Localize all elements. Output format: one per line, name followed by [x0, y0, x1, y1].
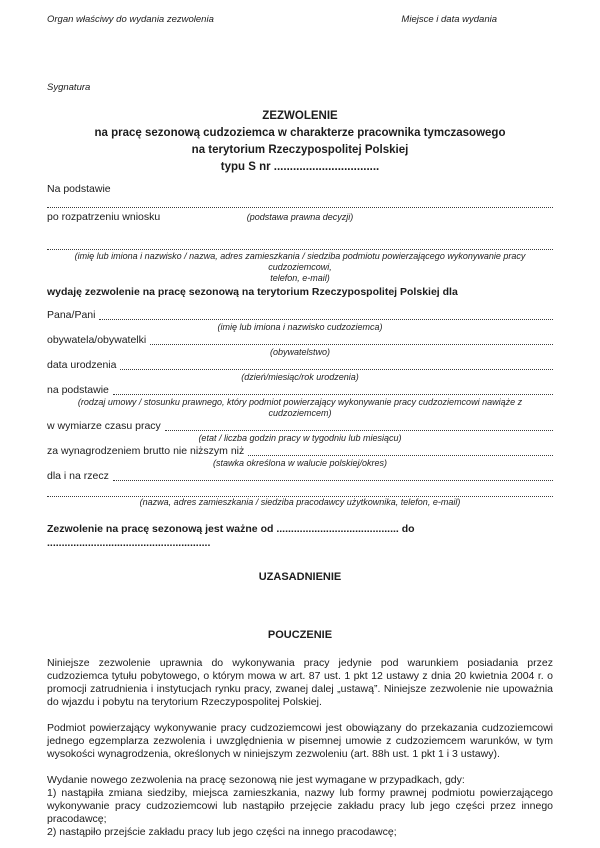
- field-obywatela: [47, 334, 553, 358]
- issuing-authority-label: Organ właściwy do wydania zezwolenia: [47, 14, 214, 25]
- fill-in-line: [165, 430, 553, 431]
- field-caption: (obywatelstwo): [269, 347, 331, 357]
- fill-in-line: [113, 394, 553, 395]
- field-na-podstawie: [47, 384, 553, 419]
- after-review-row: [47, 211, 553, 224]
- field-dla-i-na-rzecz: [47, 470, 553, 508]
- field-label: na podstawie: [47, 384, 109, 396]
- field-data-urodzenia: [47, 359, 553, 383]
- issue-statement: wydaję zezwolenie na pracę sezonową na terytorium Rzeczypospolitej Polskiej dla: [47, 286, 458, 298]
- dotted-fill-line-employer: [47, 249, 553, 250]
- field-pana-pani: [47, 309, 553, 333]
- field-caption: (nazwa, adres zamieszkania / siedziba pracodawcy użytkownika, telefon, e-mail): [139, 497, 461, 507]
- field-caption: (dzień/miesiąc/rok urodzenia): [241, 372, 359, 382]
- field-label: za wynagrodzeniem brutto nie niższym niż: [47, 445, 245, 457]
- field-label: Pana/Pani: [47, 309, 96, 321]
- dotted-fill-line-legal-basis: [47, 207, 553, 208]
- permit-fields: [47, 309, 553, 508]
- employer-caption-line-1: (imię lub imiona i nazwisko / nazwa, adres zamieszkania / siedziba podmiotu powierzającego wykonywanie pracy cudzoziemcowi,: [74, 251, 526, 272]
- after-review-label: po rozpatrzeniu wniosku: [47, 211, 161, 223]
- fill-in-line: [248, 455, 553, 456]
- notice-paragraph-2: Podmiot powierzający wykonywanie pracy cudzoziemcowi jest obowiązany do przekazania cudzoziemcowi jednego egzemplarza zezwolenia i uwzględnienia w pisemnej umowie z cudzoziemcem warunków, w tym wysokości wynagrodzenia, określonych w niniejszym zezwoleniu (art. 88h ust. 1 pkt 1 i 3 ustawy).: [47, 722, 553, 760]
- notice-paragraph-3-intro: Wydanie nowego zezwolenia na pracę sezonową nie jest wymagane w przypadkach, gdy:: [47, 774, 465, 786]
- field-wymiar-czasu-pracy: [47, 420, 553, 444]
- field-label: w wymiarze czasu pracy: [47, 420, 161, 432]
- title-line-3: na terytorium Rzeczypospolitej Polskiej: [191, 144, 409, 156]
- field-label: data urodzenia: [47, 359, 117, 371]
- legal-basis-intro: Na podstawie: [47, 183, 111, 195]
- legal-basis-caption: (podstawa prawna decyzji): [246, 212, 354, 222]
- document-title: [47, 108, 553, 176]
- employer-caption: [47, 251, 553, 284]
- field-caption: (stawka określona w walucie polskiej/okres): [212, 458, 388, 468]
- title-line-2: na pracę sezonową cudzoziemca w charakterze pracownika tymczasowego: [94, 127, 506, 139]
- signature-label: Sygnatura: [47, 82, 91, 93]
- fill-in-line: [120, 369, 553, 370]
- field-wynagrodzenie: [47, 445, 553, 469]
- field-label: obywatela/obywatelki: [47, 334, 147, 346]
- field-label: dla i na rzecz: [47, 470, 109, 482]
- field-caption: (imię lub imiona i nazwisko cudzoziemca): [217, 322, 383, 332]
- justification-heading: UZASADNIENIE: [258, 571, 342, 583]
- field-caption: (etat / liczba godzin pracy w tygodniu lub miesiącu): [198, 433, 402, 443]
- notice-paragraph-3-item-2: 2) nastąpiło przejście zakładu pracy lub jego części na innego pracodawcę;: [47, 826, 397, 838]
- validity-period-line: Zezwolenie na pracę sezonową jest ważne od .......................................... do ........................................................: [47, 523, 415, 549]
- page-header: [47, 14, 553, 26]
- employer-caption-line-2: telefon, e-mail): [270, 273, 330, 283]
- title-line-4-permit-number: typu S nr .................................: [220, 161, 380, 173]
- fill-in-line: [99, 319, 553, 320]
- fill-in-line: [150, 344, 553, 345]
- place-and-date-label: Miejsce i data wydania: [401, 14, 497, 25]
- title-line-1: ZEZWOLENIE: [262, 110, 338, 122]
- fill-in-line: [113, 480, 553, 481]
- notice-paragraph-1: Niniejsze zezwolenie uprawnia do wykonywania pracy jedynie pod warunkiem posiadania przez cudzoziemca tytułu pobytowego, o którym mowa w art. 87 ust. 1 pkt 12 ustawy z dnia 20 kwietnia 2004 r. o promocji zatrudnienia i instytucjach rynku pracy, zwanej dalej „ustawą”. Niniejsze zezwolenie nie upoważnia do wjazdu i pobytu na terytorium Rzeczypospolitej Polskiej.: [47, 657, 553, 708]
- notice-paragraph-3-item-1: 1) nastąpiła zmiana siedziby, miejsca zamieszkania, nazwy lub formy prawnej podmiotu powierzającego wykonywanie pracy cudzoziemcowi lub nastąpiło przejęcie zakładu pracy lub jego części przez innego pracodawcę;: [47, 787, 553, 825]
- notice-heading: POUCZENIE: [267, 629, 333, 641]
- field-caption: (rodzaj umowy / stosunku prawnego, który podmiot powierzający wykonywanie pracy cudzoziemcowi nawiąże z cudzoziemcem): [77, 397, 523, 418]
